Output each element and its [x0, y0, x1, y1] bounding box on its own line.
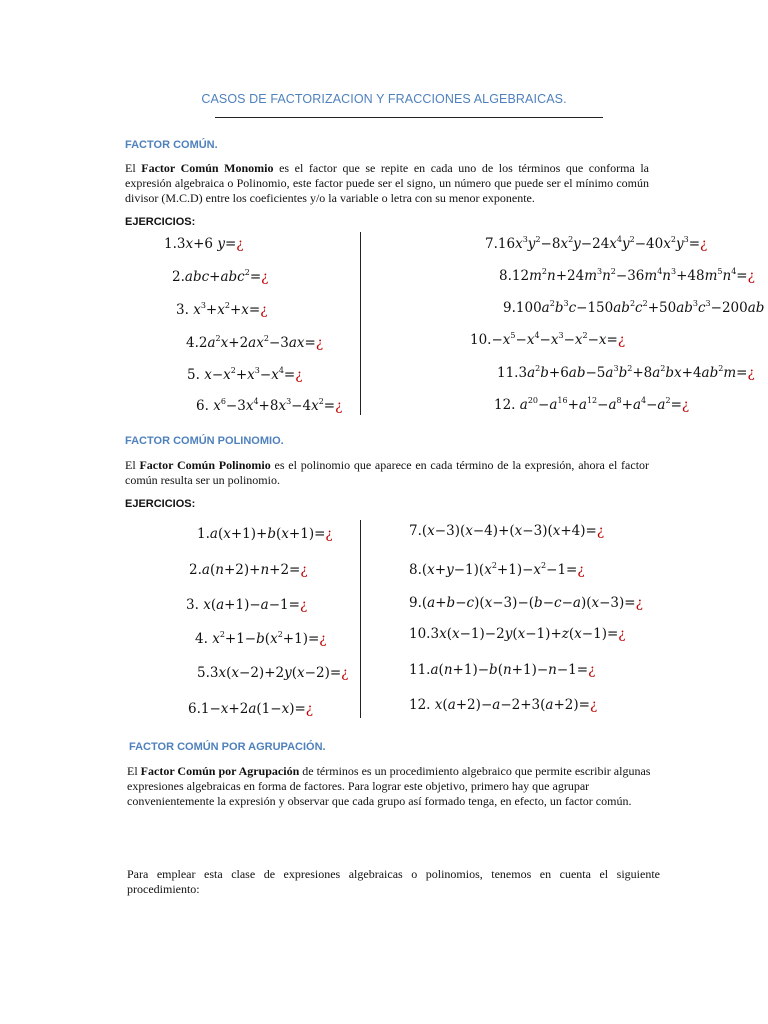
section-heading-factor-comun-polinomio: FACTOR COMÚN POLINOMIO.	[125, 435, 284, 447]
exercise-1-5: 5. $x-x^2+x^3-x^4=¿$	[187, 366, 303, 383]
exercise-2-6: 6.1−x+2a(1−x)=¿	[188, 701, 314, 717]
column-divider-2	[360, 520, 361, 718]
paragraph-body: es el factor que se repite en cada uno de los términos que conforma la expresión algebraica o Polinomio, este factor puede ser el signo, un número que puede ser el mínimo común divisor (M.C.D) entre los coeficientes y/o la variable o letra con su menor exponente.	[125, 161, 650, 205]
paragraph-term: Factor Común Monomio	[141, 161, 274, 175]
exercise-2-11: 11.a(n+1)−b(n+1)−n−1=¿	[409, 662, 596, 678]
paragraph-procedimiento: Para emplear esta clase de expresiones algebraicas o polinomios, tenemos en cuenta el siguiente procedimiento:	[127, 867, 660, 896]
exercise-1-11: $11.3a^2b+6ab-5a^3b^2+8a^2bx+4ab^2m=¿$	[497, 364, 755, 381]
paragraph-factor-comun-agrupacion	[127, 764, 660, 809]
exercise-2-9: 9.(a+b−c)(x−3)−(b−c−a)(x−3)=¿	[409, 595, 643, 611]
section-heading-factor-comun-agrupacion: FACTOR COMÚN POR AGRUPACIÓN.	[129, 741, 326, 753]
exercise-2-3: 3. x(a+1)−a−1=¿	[186, 597, 308, 613]
ejercicios-label-2: EJERCICIOS:	[125, 498, 196, 510]
exercise-1-12: 12. $a^{20}-a^{16}+a^{12}-a^8+a^4-a^2=¿$	[494, 396, 690, 413]
exercise-1-9: $9.100a^2b^3c-150ab^2c^2+50ab^3c^3-200ab$	[503, 299, 765, 316]
section-heading-factor-comun: FACTOR COMÚN.	[125, 139, 218, 151]
exercise-1-6: 6. $x^6-3x^4+8x^3-4x^2=¿$	[196, 397, 343, 414]
exercise-1-1: 1.3x+6 y=¿	[164, 236, 244, 252]
column-divider-1	[360, 232, 361, 415]
exercise-2-10: 10.3x(x−1)−2y(x−1)+z(x−1)=¿	[409, 626, 626, 642]
exercise-2-2: 2.a(n+2)+n+2=¿	[189, 562, 308, 578]
paragraph-factor-comun-polinomio	[125, 458, 649, 488]
exercise-1-10: $10.-x^5-x^4-x^3-x^2-x=¿$	[470, 331, 626, 348]
paragraph-term: Factor Común por Agrupación	[140, 764, 300, 778]
paragraph-body: de términos es un procedimiento algebraico que permite escribir algunas expresiones algebraicas en forma de factores. Para lograr este objetivo, primero hay que agrupar convenientemente la expresión y observar que cada grupo así formado tenga, en efecto, un factor común.	[127, 764, 651, 808]
exercise-2-7: 7.(x−3)(x−4)+(x−3)(x+4)=¿	[409, 523, 605, 539]
exercise-2-12: 12. x(a+2)−a−2+3(a+2)=¿	[409, 697, 598, 713]
page-title: CASOS DE FACTORIZACION Y FRACCIONES ALGEBRAICAS.	[201, 92, 567, 106]
paragraph-factor-comun-monomio	[125, 161, 649, 206]
paragraph-body: es el polinomio que aparece en cada término de la expresión, ahora el factor común resulta ser un polinomio.	[125, 458, 650, 487]
paragraph-lead: El	[125, 458, 136, 472]
exercise-2-1: 1.a(x+1)+b(x+1)=¿	[197, 526, 333, 542]
exercise-1-8: $8.12m^2n+24m^3n^2-36m^4n^3+48m^5n^4=¿$	[499, 267, 755, 284]
exercise-1-3: 3. $x^3+x^2+x=¿$	[176, 301, 268, 318]
paragraph-lead: El	[125, 161, 136, 175]
paragraph-lead: El	[127, 764, 138, 778]
exercise-1-2: 2.abc+abc$^2$=¿	[172, 268, 269, 285]
paragraph-term: Factor Común Polinomio	[139, 458, 271, 472]
title-underline	[215, 117, 603, 118]
exercise-2-8: $8.(x+y-1)(x^2+1)-x^2-1=¿$	[409, 561, 585, 578]
exercise-2-5: 5.3x(x−2)+2y(x−2)=¿	[197, 665, 349, 681]
exercise-2-4: 4. $x^2+1-b(x^2+1)=¿$	[195, 630, 327, 647]
ejercicios-label-1: EJERCICIOS:	[125, 216, 196, 228]
exercise-1-7: $7.16x^3y^2-8x^2y-24x^4y^2-40x^2y^3=¿$	[485, 235, 708, 252]
exercise-1-4: $4.2a^2x+2ax^2-3ax=¿$	[186, 334, 324, 351]
